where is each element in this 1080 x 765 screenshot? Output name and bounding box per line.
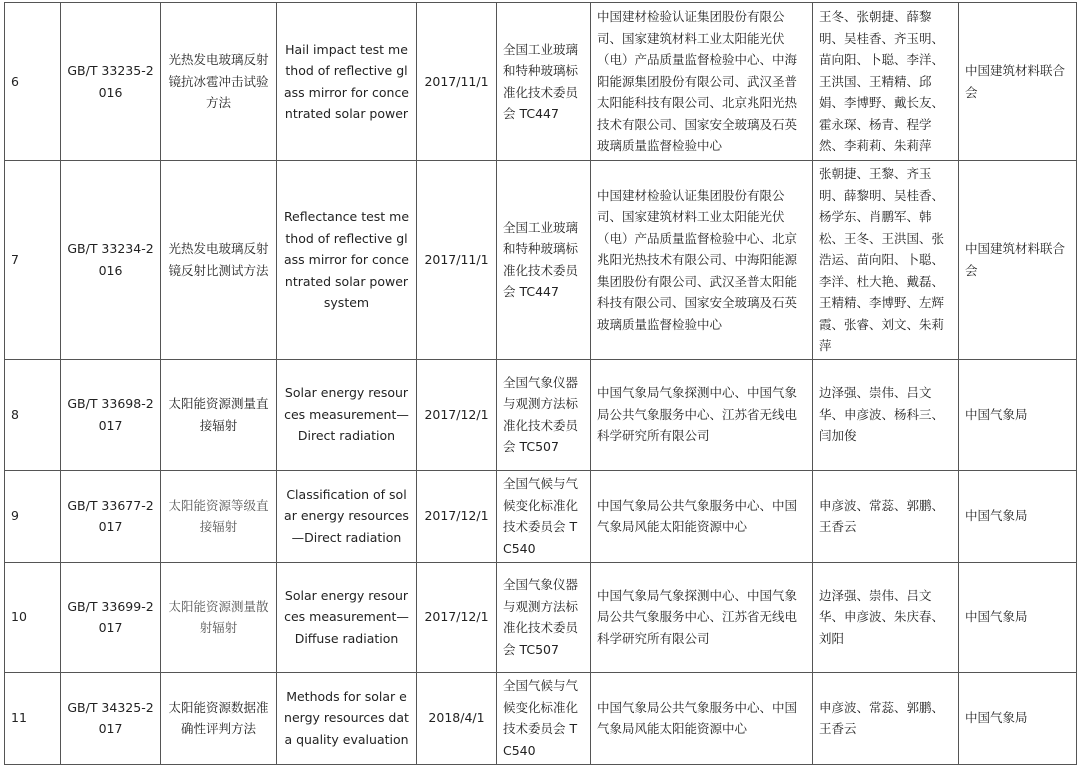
drafting-authors: 申彦波、常蕊、郭鹏、王香云	[813, 470, 959, 562]
row-number: 10	[5, 562, 61, 672]
implementation-date: 2017/12/1	[417, 470, 497, 562]
standard-code: GB/T 33699-2017	[61, 562, 161, 672]
standard-name-en: Methods for solar energy resources data quality evaluation	[277, 672, 417, 764]
standard-name-en: Hail impact test method of reflective glass mirror for concentrated solar power	[277, 3, 417, 161]
technical-committee: 全国气象仪器与观测方法标准化技术委员会 TC507	[497, 562, 591, 672]
standard-name-cn: 光热发电玻璃反射镜反射比测试方法	[161, 161, 277, 360]
drafting-authors: 边泽强、崇伟、吕文华、申彦波、朱庆春、刘阳	[813, 562, 959, 672]
drafting-authors: 边泽强、崇伟、吕文华、申彦波、杨科三、闫加俊	[813, 359, 959, 470]
standard-name-en: Solar energy resources measurement—Diffuse radiation	[277, 562, 417, 672]
implementation-date: 2018/4/1	[417, 672, 497, 764]
standard-name-en: Classification of solar energy resources—Direct radiation	[277, 470, 417, 562]
technical-committee: 全国气候与气候变化标准化技术委员会 TC540	[497, 470, 591, 562]
table-row	[5, 470, 1077, 562]
standard-name-cn: 太阳能资源测量直接辐射	[161, 359, 277, 470]
competent-department: 中国建筑材料联合会	[959, 161, 1077, 360]
table-row	[5, 359, 1077, 470]
implementation-date: 2017/12/1	[417, 359, 497, 470]
standard-name-en: Reflectance test method of reflective glass mirror for concentrated solar power system	[277, 161, 417, 360]
row-number: 7	[5, 161, 61, 360]
technical-committee: 全国工业玻璃和特种玻璃标准化技术委员会 TC447	[497, 3, 591, 161]
drafting-units: 中国建材检验认证集团股份有限公司、国家建筑材料工业太阳能光伏（电）产品质量监督检验中心、中海阳能源集团股份有限公司、武汉圣普太阳能科技有限公司、北京兆阳光热技术有限公司、国家安全玻璃及石英玻璃质量监督检验中心	[591, 3, 813, 161]
standard-name-cn: 太阳能资源测量散射辐射	[161, 562, 277, 672]
competent-department: 中国气象局	[959, 672, 1077, 764]
standard-name-cn: 光热发电玻璃反射镜抗冰雹冲击试验方法	[161, 3, 277, 161]
standard-name-en: Solar energy resources measurement—Direct radiation	[277, 359, 417, 470]
implementation-date: 2017/12/1	[417, 562, 497, 672]
technical-committee: 全国工业玻璃和特种玻璃标准化技术委员会 TC447	[497, 161, 591, 360]
row-number: 11	[5, 672, 61, 764]
row-number: 6	[5, 3, 61, 161]
table-row	[5, 562, 1077, 672]
table-row	[5, 672, 1077, 764]
implementation-date: 2017/11/1	[417, 161, 497, 360]
table-row	[5, 161, 1077, 360]
standard-name-cn: 太阳能资源等级直接辐射	[161, 470, 277, 562]
drafting-authors: 张朝捷、王黎、齐玉明、薛黎明、吴桂香、杨学东、肖鹏军、韩松、王冬、王洪国、张浩运、苗向阳、卜聪、李洋、杜大艳、戴磊、王精精、李博野、左辉霞、张睿、刘文、朱莉萍	[813, 161, 959, 360]
standard-code: GB/T 33698-2017	[61, 359, 161, 470]
standard-code: GB/T 34325-2017	[61, 672, 161, 764]
standard-code: GB/T 33235-2016	[61, 3, 161, 161]
row-number: 8	[5, 359, 61, 470]
technical-committee: 全国气象仪器与观测方法标准化技术委员会 TC507	[497, 359, 591, 470]
implementation-date: 2017/11/1	[417, 3, 497, 161]
drafting-authors: 申彦波、常蕊、郭鹏、王香云	[813, 672, 959, 764]
competent-department: 中国气象局	[959, 470, 1077, 562]
competent-department: 中国气象局	[959, 359, 1077, 470]
competent-department: 中国建筑材料联合会	[959, 3, 1077, 161]
standard-code: GB/T 33234-2016	[61, 161, 161, 360]
standard-code: GB/T 33677-2017	[61, 470, 161, 562]
drafting-units: 中国气象局公共气象服务中心、中国气象局风能太阳能资源中心	[591, 470, 813, 562]
drafting-units: 中国气象局气象探测中心、中国气象局公共气象服务中心、江苏省无线电科学研究所有限公司	[591, 562, 813, 672]
drafting-units: 中国建材检验认证集团股份有限公司、国家建筑材料工业太阳能光伏（电）产品质量监督检验中心、北京兆阳光热技术有限公司、中海阳能源集团股份有限公司、武汉圣普太阳能科技有限公司、国家安全玻璃及石英玻璃质量监督检验中心	[591, 161, 813, 360]
technical-committee: 全国气候与气候变化标准化技术委员会 TC540	[497, 672, 591, 764]
competent-department: 中国气象局	[959, 562, 1077, 672]
drafting-authors: 王冬、张朝捷、薛黎明、吴桂香、齐玉明、苗向阳、卜聪、李洋、王洪国、王精精、邱娟、李博野、戴长友、霍永琛、杨青、程学然、李莉莉、朱莉萍	[813, 3, 959, 161]
row-number: 9	[5, 470, 61, 562]
table-row	[5, 3, 1077, 161]
standards-table	[4, 2, 1077, 765]
standard-name-cn: 太阳能资源数据准确性评判方法	[161, 672, 277, 764]
drafting-units: 中国气象局公共气象服务中心、中国气象局风能太阳能资源中心	[591, 672, 813, 764]
drafting-units: 中国气象局气象探测中心、中国气象局公共气象服务中心、江苏省无线电科学研究所有限公司	[591, 359, 813, 470]
